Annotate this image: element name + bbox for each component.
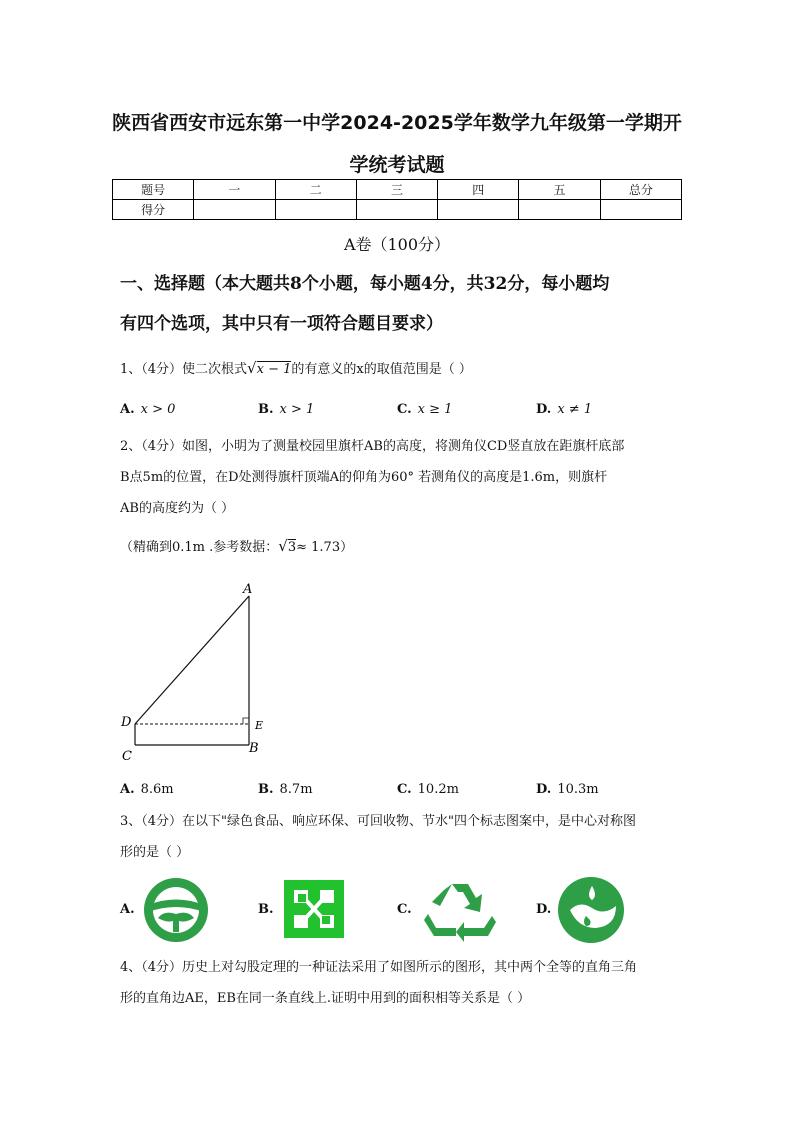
question-2-note (120, 531, 353, 563)
note-radicand: 3 (287, 540, 297, 555)
option-letter: C. (397, 402, 412, 417)
score-input-cell[interactable] (356, 200, 437, 220)
option-letter: A. (120, 402, 135, 417)
score-table-score-row (113, 200, 682, 220)
flagpole-figure (110, 578, 280, 768)
label-b: B (249, 741, 259, 756)
option-b[interactable] (258, 402, 314, 417)
table-cell: 二 (275, 180, 356, 200)
option-text: 10.3m (557, 782, 599, 797)
section-heading (120, 264, 680, 344)
table-cell: 三 (356, 180, 437, 200)
option-letter: C. (397, 902, 412, 917)
option-a[interactable] (120, 902, 141, 917)
right-angle-mark (243, 718, 249, 724)
score-table (112, 179, 682, 220)
note-prefix: （精确到0.1m .参考数据： (120, 540, 279, 555)
label-a: A (243, 582, 253, 597)
table-cell: 一 (194, 180, 275, 200)
radicand: x − 1 (256, 362, 292, 377)
score-input-cell[interactable] (600, 200, 681, 220)
paper-part-heading: A卷（100分） (343, 235, 451, 254)
question-4-stem (120, 952, 690, 1014)
green-food-logo-icon (142, 876, 210, 944)
option-d[interactable] (536, 782, 599, 797)
question-1-prefix: 1、（4分）使二次根式 (120, 362, 248, 377)
option-a[interactable] (120, 402, 175, 417)
question-4-line1: 4、（4分）历史上对勾股定理的一种证法采用了如图所示的图形，其中两个全等的直角三角 (120, 960, 638, 975)
option-letter: B. (258, 402, 274, 417)
question-2-line1: 2、（4分）如图，小明为了测量校园里旗杆AB的高度，将测角仪CD竖直放在距旗杆底部 (120, 439, 625, 454)
question-1-stem (120, 353, 472, 385)
score-input-cell[interactable] (438, 200, 519, 220)
option-letter: A. (120, 782, 135, 797)
table-cell: 五 (519, 180, 600, 200)
question-2-stem (120, 431, 690, 524)
option-text: 8.6m (140, 782, 174, 797)
score-input-cell[interactable] (275, 200, 356, 220)
option-text: 8.7m (279, 782, 313, 797)
option-text: 10.2m (417, 782, 459, 797)
option-c[interactable] (397, 902, 418, 917)
table-cell: 题号 (113, 180, 194, 200)
option-text: x ≠ 1 (557, 402, 593, 417)
option-letter: D. (536, 782, 552, 797)
option-a[interactable] (120, 782, 174, 797)
option-letter: B. (258, 782, 274, 797)
question-4-line2: 形的直角边AE，EB在同一条直线上.证明中用到的面积相等关系是（ ） (120, 991, 531, 1006)
label-c: C (122, 749, 132, 764)
option-text: x > 1 (279, 402, 315, 417)
water-saving-logo-icon (556, 876, 626, 944)
radical-sign-icon: √ (278, 537, 288, 555)
option-d[interactable] (536, 402, 592, 417)
score-input-cell[interactable] (519, 200, 600, 220)
note-suffix: ≈ 1.73） (296, 540, 354, 555)
exam-title-line2: 学统考试题 (349, 154, 445, 176)
question-3-line2: 形的是（ ） (120, 845, 190, 860)
score-input-cell[interactable] (194, 200, 275, 220)
question-1-suffix: 的有意义的x的取值范围是（ ） (291, 362, 472, 377)
option-c[interactable] (397, 782, 459, 797)
exam-title-line1: 陕西省西安市远东第一中学2024-2025学年数学九年级第一学期开 (112, 112, 682, 134)
question-3-line1: 3、（4分）在以下"绿色食品、响应环保、可回收物、节水"四个标志图案中，是中心对称图 (120, 814, 637, 829)
label-e: E (255, 719, 264, 732)
option-d[interactable] (536, 902, 557, 917)
recycling-logo-icon (422, 876, 498, 942)
sightline-da (135, 596, 249, 724)
question-2-line2: B点5m的位置，在D处测得旗杆顶端A的仰角为60° 若测角仪的高度是1.6m，则旗杆 (120, 470, 608, 485)
question-3-stem (120, 806, 690, 868)
option-b[interactable] (258, 782, 313, 797)
option-letter: C. (397, 782, 412, 797)
option-letter: D. (536, 902, 552, 917)
table-cell: 四 (438, 180, 519, 200)
radical-sign-icon: √ (247, 359, 257, 377)
option-text: x ≥ 1 (417, 402, 453, 417)
option-b[interactable] (258, 902, 280, 917)
option-letter: D. (536, 402, 552, 417)
table-cell: 总分 (600, 180, 681, 200)
score-table-header-row (113, 180, 682, 200)
section-heading-line1: 一、选择题（本大题共8个小题，每小题4分，共32分，每小题均 (120, 274, 610, 294)
table-cell: 得分 (113, 200, 194, 220)
option-letter: A. (120, 902, 135, 917)
question-2-line3: AB的高度约为（ ） (120, 501, 235, 516)
label-d: D (121, 715, 132, 730)
option-letter: B. (258, 902, 274, 917)
environmental-response-logo-icon (282, 878, 346, 940)
option-c[interactable] (397, 402, 452, 417)
option-text: x > 0 (140, 402, 176, 417)
section-heading-line2: 有四个选项，其中只有一项符合题目要求） (120, 314, 443, 334)
